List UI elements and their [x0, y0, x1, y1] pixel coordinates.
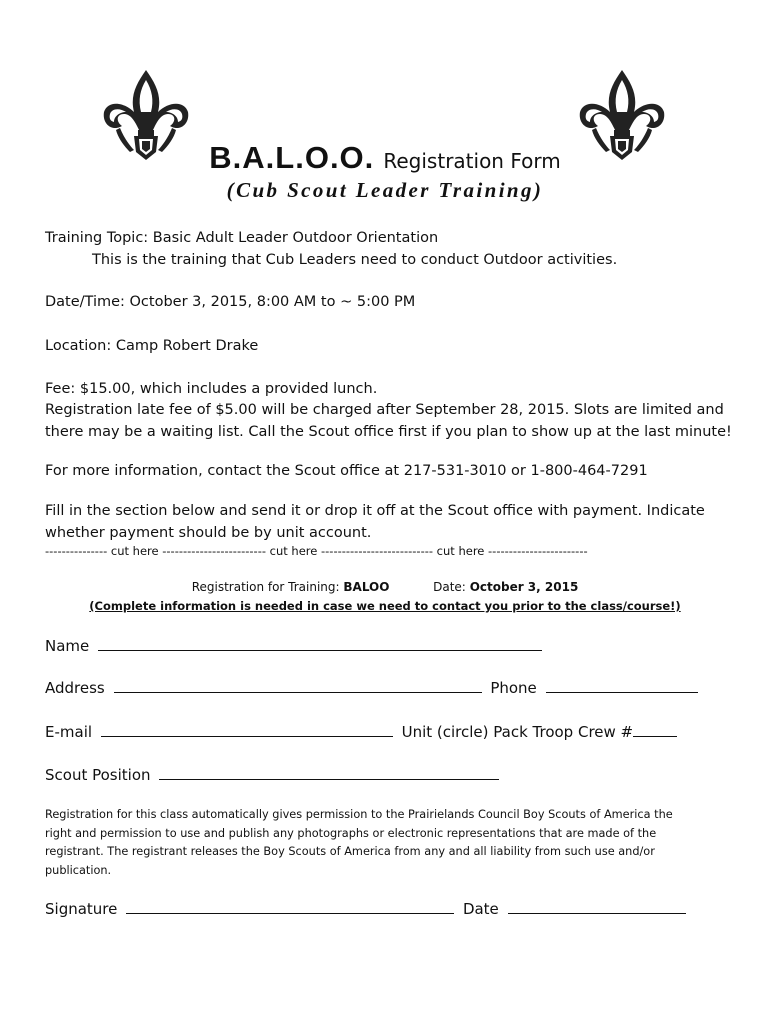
training-label: Registration for Training:	[191, 580, 340, 594]
address-field[interactable]	[114, 678, 482, 693]
fee: Fee: $15.00, which includes a provided lunch.	[45, 381, 378, 397]
address-label: Address	[45, 679, 105, 697]
contact-info: For more information, contact the Scout office at 217-531-3010 or 1-800-464-7291	[45, 463, 648, 479]
name-field[interactable]	[98, 636, 542, 651]
complete-note: (Complete information is needed in case we need to contact you prior to the class/course!)	[89, 599, 681, 613]
page-subtitle: (Cub Scout Leader Training)	[226, 178, 544, 202]
signature-date-field[interactable]	[508, 899, 686, 914]
permission-line-4: publication.	[45, 863, 112, 877]
scout-position-field[interactable]	[159, 765, 499, 780]
registration-header	[0, 580, 770, 594]
unit-number-field[interactable]	[633, 722, 677, 737]
signature-field[interactable]	[126, 899, 454, 914]
title-main: B.A.L.O.O.	[209, 140, 375, 175]
title-rest: Registration Form	[383, 149, 561, 173]
permission-line-1: Registration for this class automatically gives permission to the Prairielands Council Boy Scouts of America the	[45, 808, 673, 821]
name-row	[45, 636, 546, 655]
email-field[interactable]	[101, 722, 393, 737]
phone-label: Phone	[490, 679, 537, 697]
name-label: Name	[45, 637, 90, 655]
scout-position-label: Scout Position	[45, 766, 151, 784]
page-title	[0, 140, 770, 176]
permission-line-3: registrant. The registrant releases the Boy Scouts of America from any and all liability from such use and/or	[45, 845, 655, 858]
training-value: BALOO	[343, 580, 390, 594]
late-fee-line-2: there may be a waiting list. Call the Scout office first if you plan to show up at the last minute!	[45, 424, 732, 440]
date-value: October 3, 2015	[469, 580, 579, 594]
instructions-line-2: whether payment should be by unit account.	[45, 525, 372, 541]
scout-position-row	[45, 765, 503, 784]
permission-text	[45, 806, 725, 880]
signature-row	[45, 899, 690, 918]
email-label: E-mail	[45, 723, 93, 741]
cut-line: --------------- cut here ------------------------- cut here --------------------------- cut here ------------------------	[45, 544, 588, 558]
signature-date-label: Date	[462, 900, 499, 918]
address-row	[45, 678, 702, 697]
signature-label: Signature	[45, 900, 118, 918]
training-topic: Training Topic: Basic Adult Leader Outdoor Orientation	[45, 230, 439, 246]
phone-field[interactable]	[546, 678, 698, 693]
late-fee-line-1: Registration late fee of $5.00 will be charged after September 28, 2015. Slots are limited and	[45, 402, 724, 418]
date-time: Date/Time: October 3, 2015, 8:00 AM to ~ 5:00 PM	[45, 294, 416, 310]
location: Location: Camp Robert Drake	[45, 338, 259, 354]
instructions-line-1: Fill in the section below and send it or drop it off at the Scout office with payment. Indicate	[45, 503, 705, 519]
training-topic-description: This is the training that Cub Leaders need to conduct Outdoor activities.	[92, 252, 618, 268]
unit-label: Unit (circle) Pack Troop Crew #	[401, 723, 634, 741]
date-label: Date:	[433, 580, 466, 594]
email-row	[45, 722, 681, 741]
permission-line-2: right and permission to use and publish any photographs or electronic representations that are made of the	[45, 826, 657, 840]
